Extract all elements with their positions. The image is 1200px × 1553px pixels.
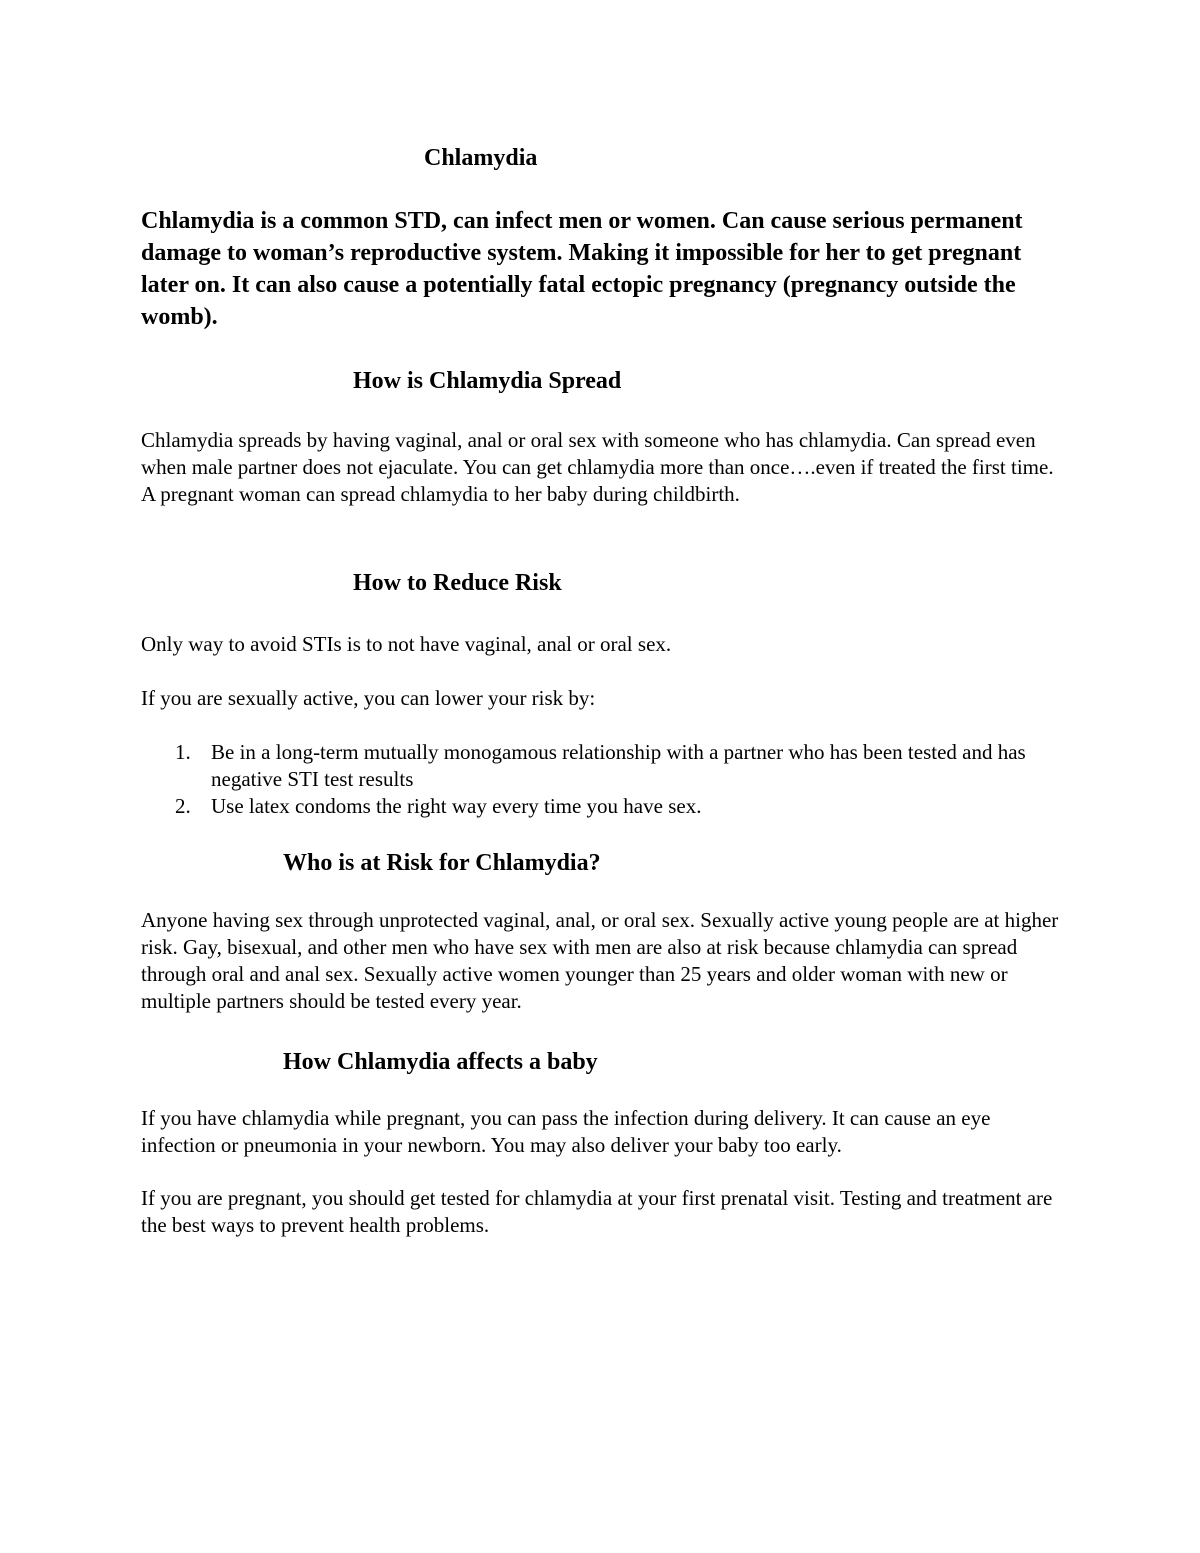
list-item [141,793,1041,820]
reduce-paragraph-2: If you are sexually active, you can lower your risk by: [141,686,596,710]
list-item-text: Use latex condoms the right way every time you have sex. [211,794,702,818]
list-item-number: 2. [175,794,191,818]
intro-paragraph: Chlamydia is a common STD, can infect men or women. Can cause serious permanent damage to woman’s reproductive system. Making it impossible for her to get pregnant later on. It can also cause a potentially fatal ectopic pregnancy (pregnancy outside the womb). [141,208,1023,330]
heading-who-at-risk: Who is at Risk for Chlamydia? [283,850,601,876]
heading-reduce-risk: How to Reduce Risk [353,570,562,596]
heading-baby: How Chlamydia affects a baby [283,1049,598,1075]
list-item-number: 1. [175,740,191,764]
baby-paragraph-2: If you are pregnant, you should get tested for chlamydia at your first prenatal visit. Testing and treatment are the best ways to prevent health problems. [141,1186,1053,1237]
document-title: Chlamydia [424,145,538,171]
baby-paragraph-1: If you have chlamydia while pregnant, you can pass the infection during delivery. It can cause an eye infection or pneumonia in your newborn. You may also deliver your baby too early. [141,1106,991,1157]
list-item [141,739,1041,793]
spread-paragraph: Chlamydia spreads by having vaginal, anal or oral sex with someone who has chlamydia. Can spread even when male partner does not ejaculate. You can get chlamydia more than once….even if treated the first time. A pregnant woman can spread chlamydia to her baby during childbirth. [141,428,1054,506]
risk-reduction-list [141,739,1041,820]
heading-spread: How is Chlamydia Spread [353,368,622,394]
reduce-paragraph-1: Only way to avoid STIs is to not have vaginal, anal or oral sex. [141,632,672,656]
risk-paragraph: Anyone having sex through unprotected vaginal, anal, or oral sex. Sexually active young people are at higher risk. Gay, bisexual, and other men who have sex with men are also at risk because chlamydia can spread through oral and anal sex. Sexually active women younger than 25 years and older woman with new or multiple partners should be tested every year. [141,908,1059,1013]
list-item-text: Be in a long-term mutually monogamous relationship with a partner who has been tested and has negative STI test results [211,740,1026,791]
